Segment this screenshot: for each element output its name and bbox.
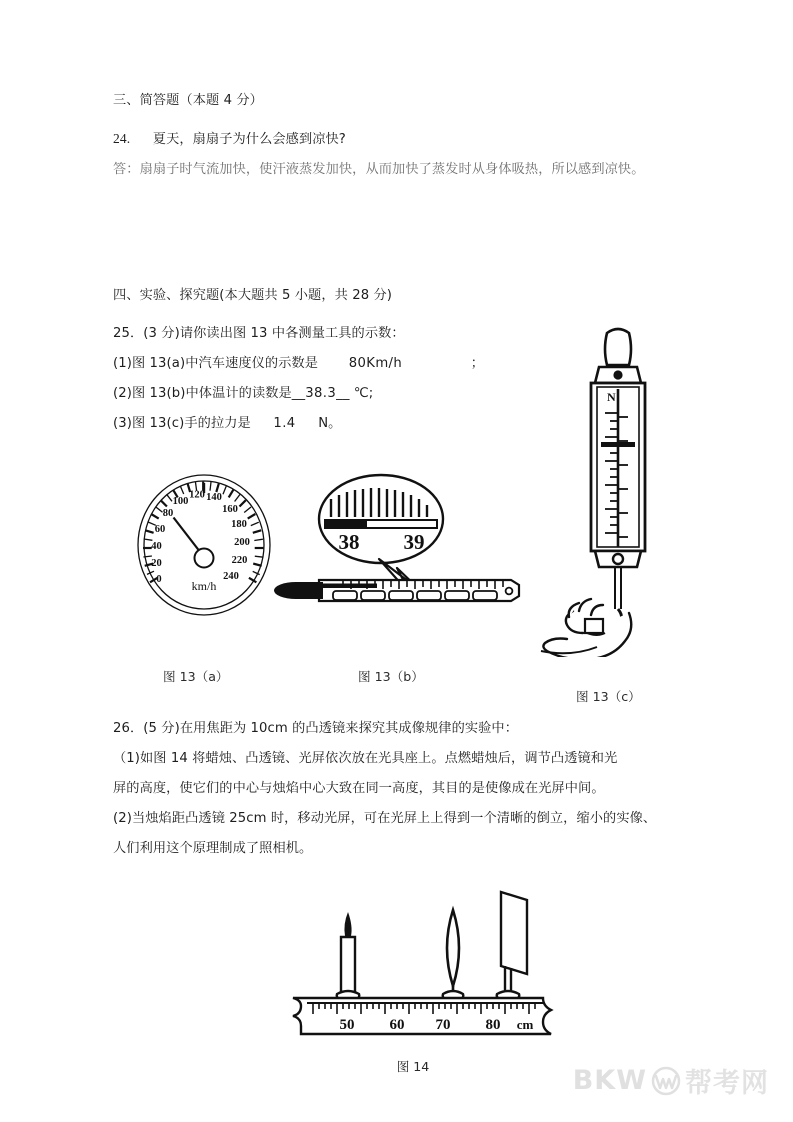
question-25-item-3-prefix: (3)图 13(c)手的拉力是 [113, 416, 251, 431]
figure-14-caption: 图 14 [396, 1059, 430, 1074]
spring-scale-figure [533, 327, 703, 661]
question-26-stem: 26．(5 分)在用焦距为 10cm 的凸透镜来探究其成像规律的实验中： [113, 721, 519, 736]
bench-label-80: 80 [485, 1017, 501, 1033]
bench-label-60: 60 [389, 1017, 405, 1033]
svg-text:200: 200 [234, 537, 250, 548]
question-24-answer: 答：扇扇子时气流加快，使汗液蒸发加快，从而加快了蒸发时从身体吸热，所以感到凉快。 [113, 162, 645, 177]
question-24 [113, 124, 713, 155]
svg-text:160: 160 [222, 504, 238, 515]
svg-text:60: 60 [154, 524, 166, 535]
speedometer-figure [129, 469, 279, 623]
question-25-item-1-answer: 80Km/h [348, 356, 403, 371]
question-26-line-3: (2)当烛焰距凸透镜 25cm 时，移动光屏，可在光屏上上得到一个清晰的倒立，缩小的实像、 [113, 811, 657, 826]
optical-bench-figure [285, 882, 565, 1051]
thermometer-icon [271, 473, 536, 618]
question-24-text: 夏天，扇扇子为什么会感到凉快? [152, 132, 346, 147]
figure-14-wrap [113, 882, 713, 1074]
question-25-item-1-prefix: (1)图 13(a)中汽车速度仪的示数是 [113, 356, 319, 371]
svg-text:40: 40 [151, 541, 162, 552]
bench-label-50: 50 [339, 1017, 355, 1033]
question-25-item-1-suffix: ； [470, 356, 485, 371]
clinical-thermometer-figure [271, 473, 536, 622]
spring-scale-icon [533, 327, 703, 657]
thermometer-mark-38: 38 [338, 530, 360, 554]
svg-text:140: 140 [206, 492, 222, 503]
question-25-item-2-suffix: __ ℃; [336, 386, 374, 401]
question-24-number: 24. [113, 131, 131, 146]
question-26-line-1: （1)如图 14 将蜡烛、凸透镜、光屏依次放在光具座上。点燃蜡烛后，调节凸透镜和光 [113, 751, 618, 766]
figure-13a-caption: 图 13（a） [163, 669, 229, 684]
svg-text:220: 220 [231, 555, 248, 566]
question-25-stem: 25．(3 分)请你读出图 13 中各测量工具的示数： [113, 326, 405, 341]
speedometer-unit-label: km/h [191, 579, 217, 593]
question-26-line-2: 屏的高度，使它们的中心与烛焰中心大致在同一高度，其目的是使像成在光屏中间。 [113, 781, 605, 796]
figure-13b-caption: 图 13（b） [358, 669, 424, 684]
section-4-heading: 四、实验、探究题(本大题共 5 小题，共 28 分) [113, 288, 393, 303]
bench-unit-label: cm [516, 1017, 534, 1032]
question-25-item-2-answer: 38.3 [305, 386, 337, 401]
svg-text:100: 100 [172, 496, 189, 507]
watermark-globe-icon [651, 1066, 681, 1096]
watermark [573, 1061, 769, 1100]
svg-text:240: 240 [223, 571, 239, 582]
question-25-item-3-answer: 1.4 [273, 416, 296, 431]
question-25-item-2-prefix: (2)图 13(b)中体温计的读数是__ [113, 386, 306, 401]
svg-text:80: 80 [162, 508, 174, 519]
question-26-line-4: 人们利用这个原理制成了照相机。 [113, 841, 313, 856]
bench-label-70: 70 [435, 1017, 451, 1033]
spring-scale-unit-symbol: N [607, 390, 616, 404]
question-25-item-3-suffix: N。 [318, 416, 342, 431]
watermark-brand-cn: 帮考网 [685, 1068, 769, 1099]
figure-13-captions [113, 666, 713, 704]
svg-text:120: 120 [189, 489, 205, 501]
optical-bench-icon [285, 882, 565, 1047]
thermometer-mark-39: 39 [403, 530, 425, 554]
svg-text:20: 20 [151, 558, 162, 569]
svg-text:180: 180 [231, 519, 247, 530]
figure-13c-caption: 图 13（c） [576, 689, 641, 704]
speedometer-icon [129, 469, 279, 619]
page-content [113, 86, 713, 1074]
svg-text:0: 0 [156, 574, 162, 585]
watermark-brand: BKW [572, 1065, 647, 1096]
section-3-heading: 三、简答题（本题 4 分） [113, 93, 263, 108]
